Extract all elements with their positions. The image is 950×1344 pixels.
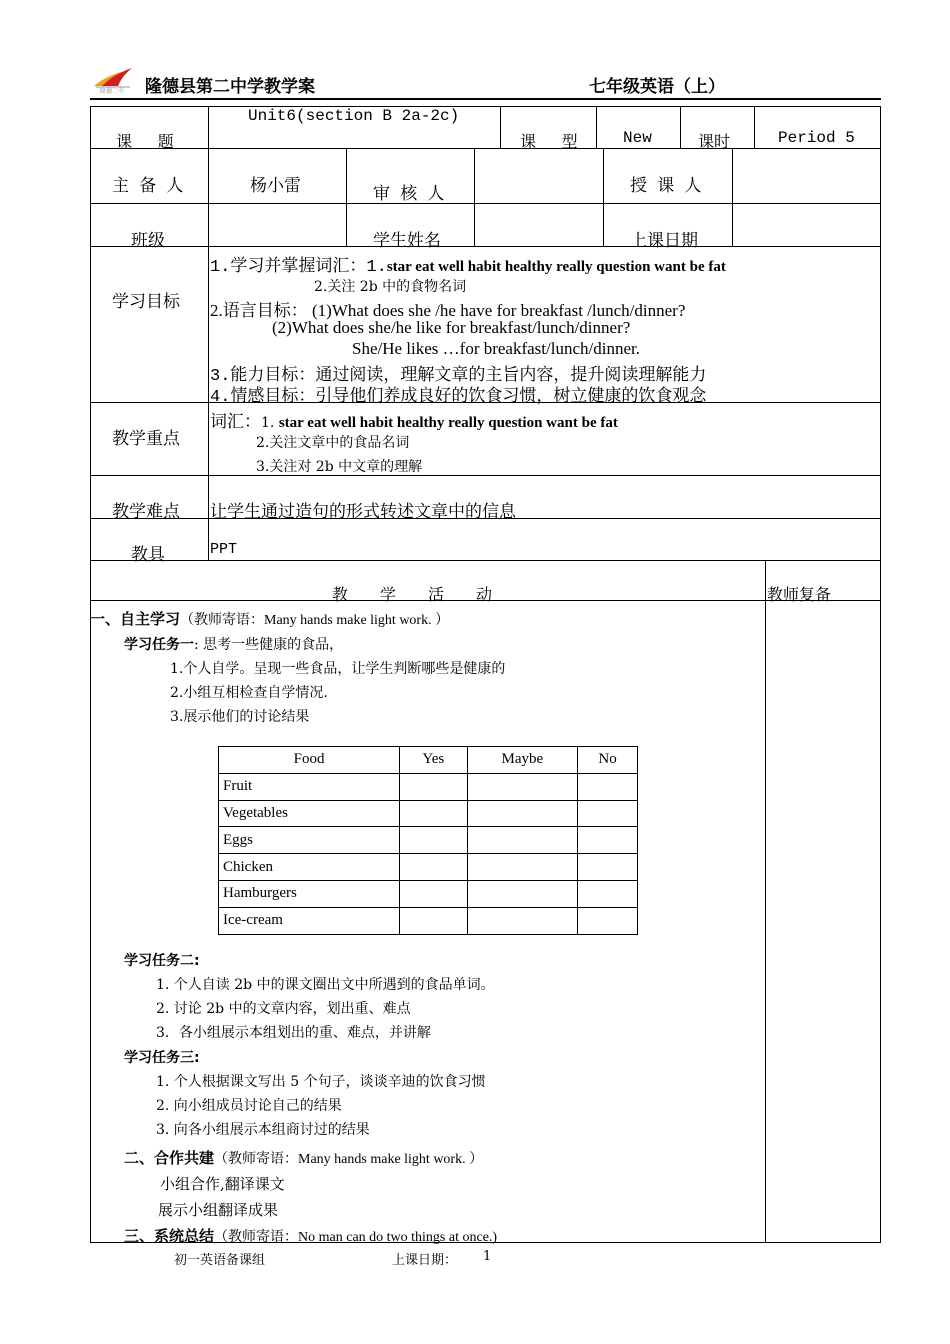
- food-name: Chicken: [219, 854, 400, 881]
- table-row: [219, 880, 638, 907]
- answer-cell[interactable]: [578, 827, 638, 854]
- goals-line-5: She/He likes …for breakfast/lunch/dinner.: [352, 339, 640, 358]
- period-value: Period 5: [778, 129, 855, 147]
- topic-value: Unit6(section B 2a-2c): [248, 107, 460, 125]
- key-points-label: 教学重点: [112, 431, 180, 450]
- task3-step-1: 1. 个人根据课文写出 5 个句子，谈谈辛迪的饮食习惯: [156, 1074, 486, 1090]
- food-table-header-cell: Yes: [400, 747, 467, 774]
- food-table-header: [219, 747, 638, 774]
- food-name: Vegetables: [219, 800, 400, 827]
- answer-cell[interactable]: [467, 880, 578, 907]
- goals-line-7: 4.情感目标：引导他们养成良好的饮食习惯，树立健康的饮食观念: [210, 388, 707, 407]
- answer-cell[interactable]: [400, 800, 467, 827]
- food-name: Ice-cream: [219, 907, 400, 934]
- preparer-value: 杨小雷: [250, 178, 301, 197]
- answer-cell[interactable]: [578, 800, 638, 827]
- task3-step-2: 2. 向小组成员讨论自己的结果: [156, 1098, 342, 1114]
- goals-line-1: 1.学习并掌握词汇：1.star eat well habit healthy really question want be fat: [210, 258, 726, 277]
- topic-label: 课 题: [116, 134, 174, 152]
- key-points-line-2: 2.关注文章中的食品名词: [256, 435, 410, 451]
- answer-cell[interactable]: [467, 854, 578, 881]
- table-row: [219, 800, 638, 827]
- answer-cell[interactable]: [578, 880, 638, 907]
- page-number: 1: [483, 1249, 492, 1264]
- tools-label: 教具: [131, 547, 165, 566]
- food-name: Hamburgers: [219, 880, 400, 907]
- key-points-line-1: 词汇：1. star eat well habit healthy really question want be fat: [210, 414, 618, 433]
- answer-cell[interactable]: [578, 854, 638, 881]
- tools-value: PPT: [210, 541, 238, 558]
- type-value: New: [623, 129, 652, 147]
- answer-cell[interactable]: [400, 854, 467, 881]
- key-points-line-3: 3.关注对 2b 中文章的理解: [256, 459, 423, 475]
- table-row: [219, 907, 638, 934]
- answer-cell[interactable]: [400, 907, 467, 934]
- food-name: Eggs: [219, 827, 400, 854]
- reviewer-label: 审 核 人: [373, 186, 445, 205]
- footer-date-label: 上课日期：: [392, 1253, 458, 1268]
- teacher-label: 授 课 人: [630, 178, 702, 197]
- table-row: [219, 773, 638, 800]
- task2-heading: 学习任务二:: [124, 953, 200, 969]
- part2-line-2: 展示小组翻译成果: [158, 1201, 279, 1219]
- task1-step-3: 3.展示他们的讨论结果: [170, 709, 310, 725]
- food-table-header-cell: Food: [219, 747, 400, 774]
- teacher-notes-label: 教师复备: [767, 587, 832, 605]
- answer-cell[interactable]: [467, 827, 578, 854]
- answer-cell[interactable]: [467, 800, 578, 827]
- school-logo-icon: [92, 66, 134, 94]
- task3-step-3: 3. 向各小组展示本组商讨过的结果: [156, 1122, 370, 1138]
- task2-step-3: 3．各小组展示本组划出的重、难点，并讲解: [156, 1025, 431, 1041]
- activities-label: 教 学 活 动: [332, 587, 493, 605]
- answer-cell[interactable]: [467, 773, 578, 800]
- answer-cell[interactable]: [400, 773, 467, 800]
- table-row: [219, 827, 638, 854]
- student-name-label: 学生姓名: [373, 233, 441, 252]
- food-table: [218, 746, 638, 935]
- class-date-label: 上课日期: [630, 233, 698, 252]
- task1-heading: 学习任务一: 思考一些健康的食品，: [124, 637, 344, 653]
- type-label: 课 型: [520, 134, 578, 152]
- food-name: Fruit: [219, 773, 400, 800]
- grade-title: 七年级英语（上）: [589, 77, 725, 97]
- header-rule: [90, 98, 881, 100]
- goals-line-3: 2.语言目标： (1)What does she /he have for breakfast /lunch/dinner?: [210, 301, 686, 320]
- answer-cell[interactable]: [467, 907, 578, 934]
- task1-step-1: 1.个人自学。呈现一些食品，让学生判断哪些是健康的: [170, 661, 506, 677]
- answer-cell[interactable]: [400, 827, 467, 854]
- school-title: 隆德县第二中学教学案: [145, 77, 315, 97]
- food-table-header-cell: Maybe: [467, 747, 578, 774]
- task2-step-2: 2. 讨论 2b 中的文章内容，划出重、难点: [156, 1001, 411, 1017]
- difficulties-value: 让学生通过造句的形式转述文章中的信息: [210, 504, 516, 523]
- logo-caption: 隆德二中: [100, 88, 125, 95]
- table-row: [219, 854, 638, 881]
- footer-group: 初一英语备课组: [174, 1253, 266, 1268]
- part3-heading: 三、系统总结（教师寄语：No man can do two things at once.): [124, 1227, 498, 1245]
- goals-line-6: 3.能力目标：通过阅读，理解文章的主旨内容，提升阅读理解能力: [210, 367, 707, 386]
- class-label: 班级: [131, 233, 165, 252]
- period-label: 课时: [698, 134, 731, 152]
- part2-line-1: 小组合作,翻译课文: [160, 1175, 285, 1193]
- preparer-label: 主 备 人: [112, 178, 184, 197]
- answer-cell[interactable]: [578, 773, 638, 800]
- part2-heading: 二、合作共建（教师寄语：Many hands make light work. ）: [124, 1149, 484, 1167]
- goals-label: 学习目标: [112, 294, 180, 313]
- answer-cell[interactable]: [578, 907, 638, 934]
- goals-line-4: (2)What does she/he like for breakfast/lunch/dinner?: [272, 318, 631, 337]
- task1-step-2: 2.小组互相检查自学情况.: [170, 685, 328, 701]
- task3-heading: 学习任务三:: [124, 1050, 200, 1066]
- task2-step-1: 1. 个人自读 2b 中的课文圈出文中所遇到的食品单词。: [156, 977, 495, 993]
- goals-line-2: 2.关注 2b 中的食物名词: [314, 279, 467, 295]
- part1-heading: 一、自主学习（教师寄语：Many hands make light work. ）: [90, 610, 450, 628]
- food-table-header-cell: No: [578, 747, 638, 774]
- answer-cell[interactable]: [400, 880, 467, 907]
- difficulties-label: 教学难点: [112, 504, 180, 523]
